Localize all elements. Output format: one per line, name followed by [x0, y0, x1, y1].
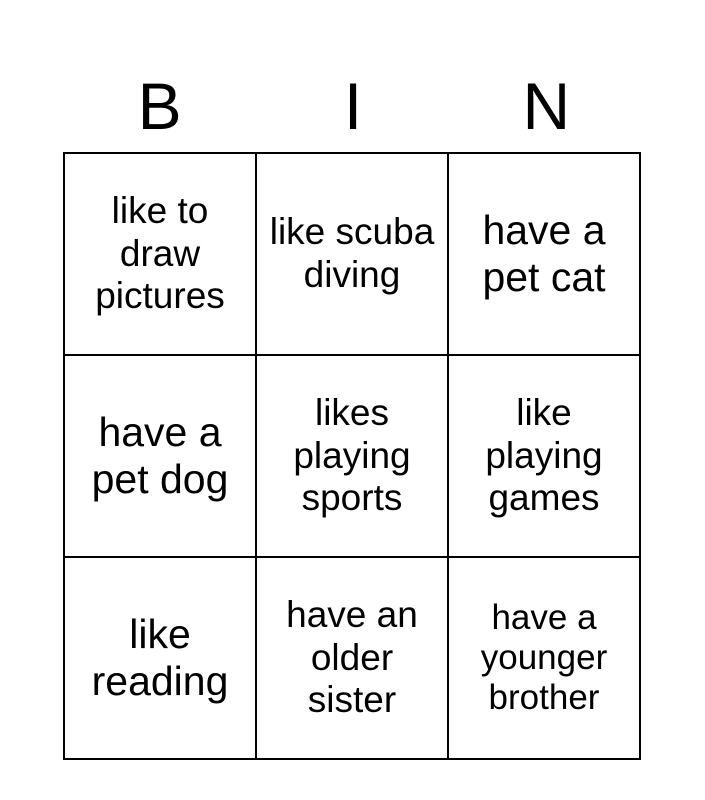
bingo-cell-label: have a pet dog	[91, 408, 229, 502]
bingo-cell-label: have a younger brother	[480, 597, 608, 718]
bingo-header-letter-i: I	[343, 69, 363, 143]
bingo-cell[interactable]	[448, 153, 640, 355]
table-row	[64, 355, 640, 557]
bingo-cell[interactable]	[64, 153, 256, 355]
bingo-card	[63, 60, 643, 760]
bingo-header-letter-b: B	[137, 69, 182, 143]
bingo-cell[interactable]	[448, 355, 640, 557]
bingo-cell-label: like reading	[91, 610, 229, 704]
bingo-cell-label: like playing games	[485, 392, 603, 519]
table-row	[64, 557, 640, 759]
bingo-cell-label: have an older sister	[286, 594, 418, 721]
bingo-cell-label: like scuba diving	[269, 211, 435, 295]
bingo-cell[interactable]	[256, 557, 448, 759]
table-row	[64, 153, 640, 355]
bingo-cell-label: like to draw pictures	[95, 190, 225, 317]
bingo-header-letter-n: N	[522, 69, 571, 143]
bingo-cell[interactable]	[256, 355, 448, 557]
bingo-cell-label: likes playing sports	[293, 392, 411, 519]
bingo-header-row	[63, 60, 643, 152]
bingo-cell-label: have a pet cat	[482, 206, 606, 300]
bingo-cell[interactable]	[448, 557, 640, 759]
bingo-grid	[63, 152, 641, 760]
bingo-cell[interactable]	[64, 355, 256, 557]
bingo-cell[interactable]	[256, 153, 448, 355]
bingo-cell[interactable]	[64, 557, 256, 759]
